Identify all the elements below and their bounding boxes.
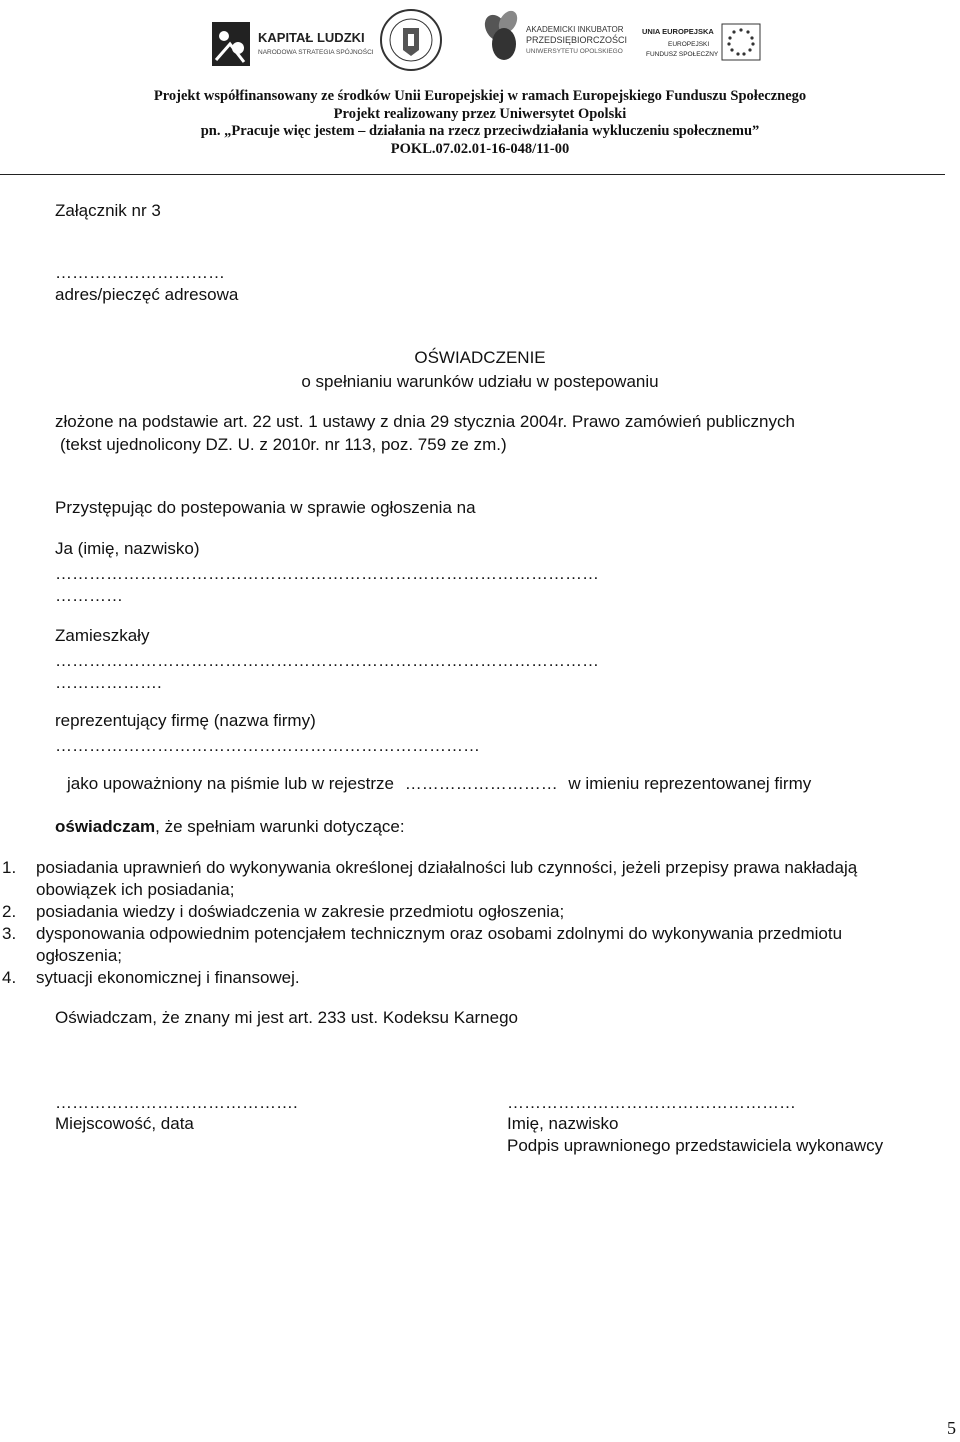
authorized-dots: ……………………… <box>404 774 558 793</box>
conditions-list <box>0 857 930 989</box>
residence-dots-cont: ………………. <box>55 673 162 692</box>
header-line-4: POKL.07.02.01-16-048/11-00 <box>390 141 570 157</box>
document-subtitle: o spełnianiu warunków udziału w postepowaniu <box>301 372 659 391</box>
legal-basis-line-2: (tekst ujednolicony DZ. U. z 2010r. nr 113, poz. 759 ze zm.) <box>60 435 507 454</box>
kapital-ludzki-logo <box>210 18 374 70</box>
authorized-prefix: jako upoważniony na piśmie lub w rejestrze <box>67 774 394 793</box>
authorized-suffix: w imieniu reprezentowanej firmy <box>568 774 812 793</box>
company-dots: ………………………………………………………………… <box>55 736 480 755</box>
svg-text:FUNDUSZ SPOŁECZNY: FUNDUSZ SPOŁECZNY <box>646 51 719 58</box>
header-line-2: Projekt realizowany przez Uniwersytet Opolski <box>333 106 627 122</box>
declare-bold: oświadczam <box>55 817 156 836</box>
name-label: Ja (imię, nazwisko) <box>55 539 200 558</box>
legal-basis-line-1: złożone na podstawie art. 22 ust. 1 ustawy z dnia 29 stycznia 2004r. Prawo zamówień publicznych <box>55 412 795 431</box>
condition-item: 4. sytuacji ekonomicznej i finansowej. <box>2 968 300 987</box>
declare-rest: , że spełniam warunki dotyczące: <box>155 817 405 836</box>
residence-label: Zamieszkały <box>55 626 150 645</box>
stamp-label: adres/pieczęć adresowa <box>55 285 239 304</box>
header-divider <box>0 174 945 175</box>
uniwersytet-opolski-seal <box>375 8 447 72</box>
signature-right-dots: …………………………………………… <box>507 1093 796 1112</box>
signature-right-label-1: Imię, nazwisko <box>507 1114 619 1133</box>
svg-text:AKADEMICKI INKUBATOR: AKADEMICKI INKUBATOR <box>526 25 624 34</box>
svg-text:UNIWERSYTETU OPOLSKIEGO: UNIWERSYTETU OPOLSKIEGO <box>526 48 623 55</box>
page-number: 5 <box>947 1418 956 1438</box>
svg-text:KAPITAŁ LUDZKI: KAPITAŁ LUDZKI <box>258 30 365 45</box>
stamp-dots: ………………………… <box>55 263 225 282</box>
condition-item: 3. dysponowania odpowiednim potencjałem technicznym oraz osobami zdolnymi do wykonywania przedmiotu ogłoszenia; <box>2 924 843 965</box>
svg-text:PRZEDSIĘBIORCZOŚCI: PRZEDSIĘBIORCZOŚCI <box>526 35 628 45</box>
signature-left-dots: ……………………………………. <box>55 1093 298 1112</box>
company-label: reprezentujący firmę (nazwa firmy) <box>55 711 316 730</box>
header-line-3: pn. „Pracuje więc jestem – działania na rzecz przeciwdziałania wykluczeniu społecznemu” <box>200 123 760 139</box>
document-title: OŚWIADCZENIE <box>414 348 546 367</box>
svg-text:UNIA EUROPEJSKA: UNIA EUROPEJSKA <box>642 27 714 36</box>
declaration-line <box>55 816 405 838</box>
unia-europejska-logo <box>640 22 762 64</box>
header-line-1: Projekt współfinansowany ze środków Unii Europejskiej w ramach Europejskiego Funduszu Społecznego <box>153 88 807 104</box>
residence-dots-line: …………………………………………………………………………………… <box>55 651 599 670</box>
svg-text:EUROPEJSKI: EUROPEJSKI <box>668 41 710 48</box>
name-dots-cont: ………… <box>55 586 123 605</box>
name-dots-line: …………………………………………………………………………………… <box>55 564 599 583</box>
kodeks-statement: Oświadczam, że znany mi jest art. 233 ust. Kodeksu Karnego <box>55 1008 519 1027</box>
authorized-line <box>67 773 811 795</box>
signature-right-label-2: Podpis uprawnionego przedstawiciela wykonawcy <box>507 1136 884 1155</box>
condition-item: 2. posiadania wiedzy i doświadczenia w zakresie przedmiotu ogłoszenia; <box>2 902 565 921</box>
inkubator-logo <box>478 8 628 70</box>
condition-item: 1. posiadania uprawnień do wykonywania określonej działalności lub czynności, jeżeli przepisy prawa nakładają obowiązek ich posiadania; <box>2 858 858 899</box>
svg-text:NARODOWA STRATEGIA SPÓJNOŚCI: NARODOWA STRATEGIA SPÓJNOŚCI <box>258 49 374 56</box>
attachment-label: Załącznik nr 3 <box>55 201 161 220</box>
intro-text: Przystępując do postepowania w sprawie ogłoszenia na <box>55 498 476 517</box>
signature-left-label: Miejscowość, data <box>55 1114 194 1133</box>
